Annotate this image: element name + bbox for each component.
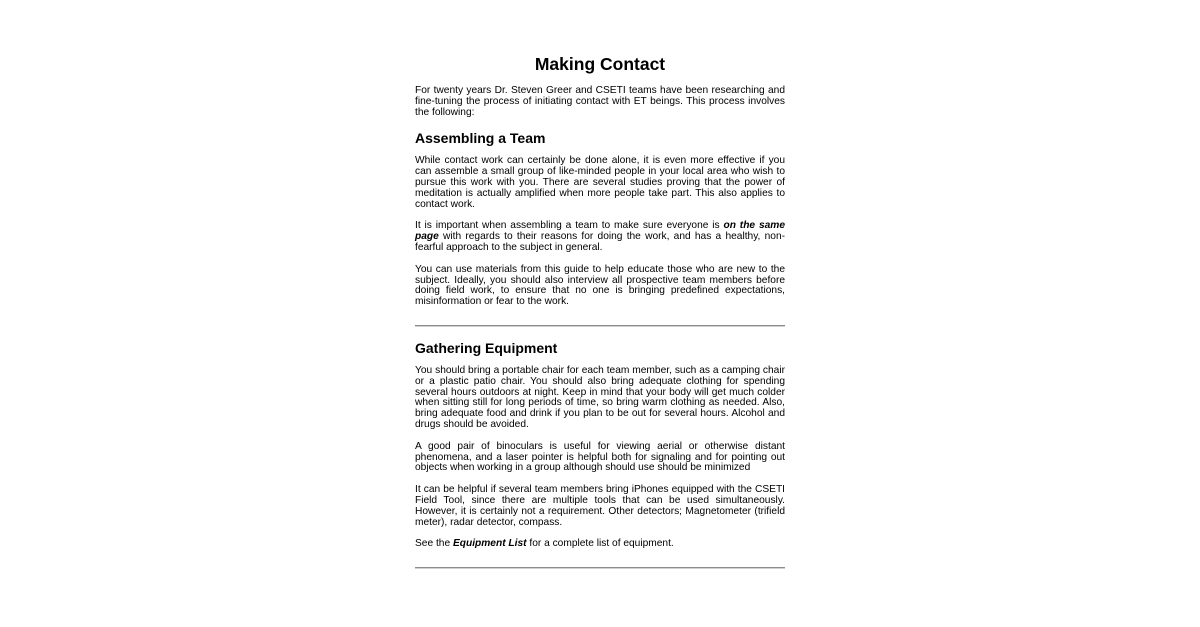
document-page bbox=[415, 52, 785, 569]
intro-paragraph: For twenty years Dr. Steven Greer and CSETI teams have been researching and fine-tuning the process of initiating contact with ET beings. This process involves the following: bbox=[415, 85, 785, 118]
equipment-paragraph-2: A good pair of binoculars is useful for viewing aerial or otherwise distant phenomena, and a laser pointer is helpful both for signaling and for pointing out objects when working in a group although should use should be minimized bbox=[415, 440, 785, 474]
equipment-paragraph-4-text-b: for a complete list of equipment. bbox=[526, 538, 674, 550]
equipment-paragraph-3: It can be helpful if several team members bring iPhones equipped with the CSETI Field Tool, since there are multiple tools that can be used simultaneously. However, it is certainly not a requirement. Other detectors; Magnetometer (trifield meter), radar detector, compass. bbox=[415, 484, 785, 528]
section-heading-gathering-equipment: Gathering Equipment bbox=[415, 339, 558, 356]
team-paragraph-2 bbox=[415, 221, 785, 253]
section-divider bbox=[415, 325, 785, 327]
team-paragraph-2-text-a: It is important when assembling a team to make sure everyone is bbox=[415, 220, 724, 232]
team-paragraph-1: While contact work can certainly be done alone, it is even more effective if you can assemble a small group of like-minded people in your local area who wish to pursue this work with you. There are several studies proving that the power of meditation is actually amplified when more people take part. This also applies to contact work. bbox=[415, 155, 785, 210]
equipment-paragraph-4-text-a: See the bbox=[415, 538, 453, 550]
section-divider bbox=[415, 567, 785, 569]
section-heading-assembling-team: Assembling a Team bbox=[415, 130, 546, 147]
team-paragraph-3: You can use materials from this guide to help educate those who are new to the subject. Ideally, you should also interview all prospective team members before doing field work, to ensure that no one is bringing predefined expectations, misinformation or fear to the work. bbox=[415, 263, 785, 308]
page-title: Making Contact bbox=[534, 54, 666, 74]
equipment-list-reference: Equipment List bbox=[452, 538, 527, 550]
equipment-paragraph-4 bbox=[415, 539, 785, 550]
equipment-paragraph-1: You should bring a portable chair for each team member, such as a camping chair or a plastic patio chair. You should also bring adequate clothing for spending several hours outdoors at night. Keep in mind that your body will get much colder when sitting still for long periods of time, so bring warm clothing as needed. Also, bring adequate food and drink if you plan to be out for several hours. Alcohol and drugs should be avoided. bbox=[415, 364, 785, 430]
same-page-emphasis: on the same page bbox=[415, 220, 786, 243]
team-paragraph-2-text-b: with regards to their reasons for doing the work, and has a healthy, non-fearful approach to the subject in general. bbox=[415, 231, 785, 253]
